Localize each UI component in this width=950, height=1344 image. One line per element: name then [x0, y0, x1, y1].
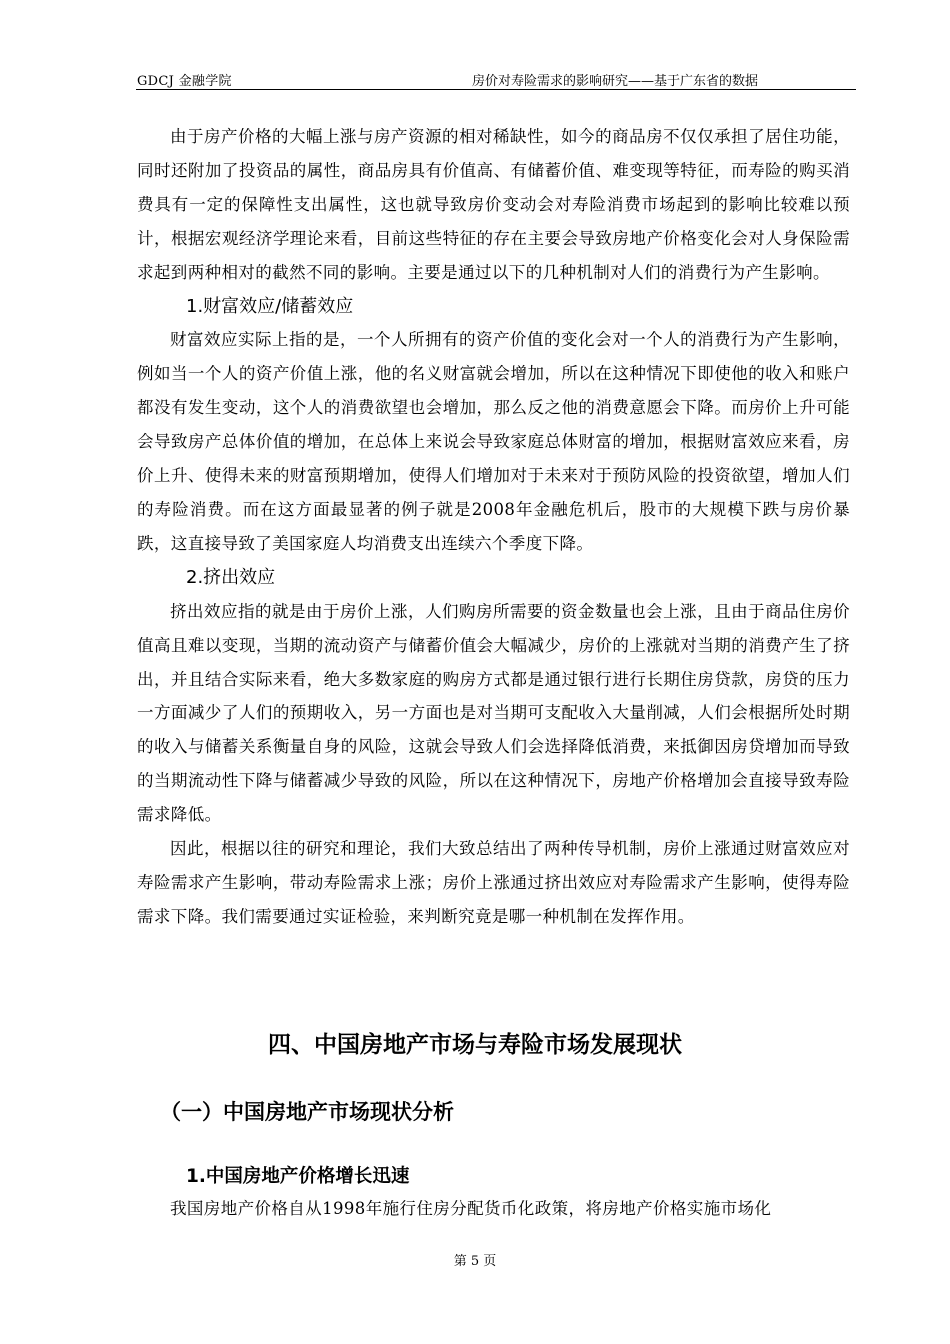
subsubsection-title: 1.中国房地产价格增长迅速	[186, 1166, 410, 1187]
header-left-title: GDCJ 金融学院	[137, 74, 232, 89]
paragraph-intro: 由于房产价格的大幅上涨与房产资源的相对稀缺性，如今的商品房不仅仅承担了居住功能，同时还附加了投资品的属性，商品房具有价值高、有储蓄价值、难变现等特征，而寿险的购买消费具有一定的保障性支出属性，这也就导致房价变动会对寿险消费市场起到的影响比较难以预计，根据宏观经济学理论来看，目前这些特征的存在主要会导致房地产价格变化会对人身保险需求起到两种相对的截然不同的影响。主要是通过以下的几种机制对人们的消费行为产生影响。	[137, 127, 850, 282]
paragraph-price-growth: 我国房地产价格自从1998年施行住房分配货币化政策，将房地产价格实施市场化	[170, 1199, 772, 1218]
header-right-title: 房价对寿险需求的影响研究——基于广东省的数据	[472, 74, 759, 89]
paragraph-crowding-out: 挤出效应指的就是由于房价上涨，人们购房所需要的资金数量也会上涨，且由于商品住房价值高且难以变现，当期的流动资产与储蓄价值会大幅减少，房价的上涨就对当期的消费产生了挤出，并且结合实际来看，绝大多数家庭的购房方式都是通过银行进行长期住房贷款，房贷的压力一方面减少了人们的预期收入，另一方面也是对当期可支配收入大量削减，人们会根据所处时期的收入与储蓄关系衡量自身的风险，这就会导致人们会选择降低消费，来抵御因房贷增加而导致的当期流动性下降与储蓄减少导致的风险，所以在这种情况下，房地产价格增加会直接导致寿险需求降低。	[137, 601, 850, 825]
crowding-out-heading: 2.挤出效应	[186, 566, 276, 588]
subsection-title: （一）中国房地产市场现状分析	[160, 1100, 454, 1124]
wealth-effect-heading: 1.财富效应/储蓄效应	[186, 295, 354, 317]
page-number: 第 5 页	[453, 1254, 497, 1269]
paragraph-conclusion: 因此，根据以往的研究和理论，我们大致总结出了两种传导机制，房价上涨通过财富效应对寿险需求产生影响，带动寿险需求上涨；房价上涨通过挤出效应对寿险需求产生影响，使得寿险需求下降。我们需要通过实证检验，来判断究竟是哪一种机制在发挥作用。	[137, 839, 850, 926]
header-divider	[136, 89, 856, 90]
section-title: 四、中国房地产市场与寿险市场发展现状	[268, 1032, 682, 1058]
paragraph-wealth-effect: 财富效应实际上指的是，一个人所拥有的资产价值的变化会对一个人的消费行为产生影响，例如当一个人的资产价值上涨，他的名义财富就会增加，所以在这种情况下即使他的收入和账户都没有发生变动，这个人的消费欲望也会增加，那么反之他的消费意愿会下降。而房价上升可能会导致房产总体价值的增加，在总体上来说会导致家庭总体财富的增加，根据财富效应来看，房价上升、使得未来的财富预期增加，使得人们增加对于未来对于预防风险的投资欲望，增加人们的寿险消费。而在这方面最显著的例子就是2008年金融危机后，股市的大规模下跌与房价暴跌，这直接导致了美国家庭人均消费支出连续六个季度下降。	[137, 330, 850, 553]
body-text	[137, 120, 850, 934]
